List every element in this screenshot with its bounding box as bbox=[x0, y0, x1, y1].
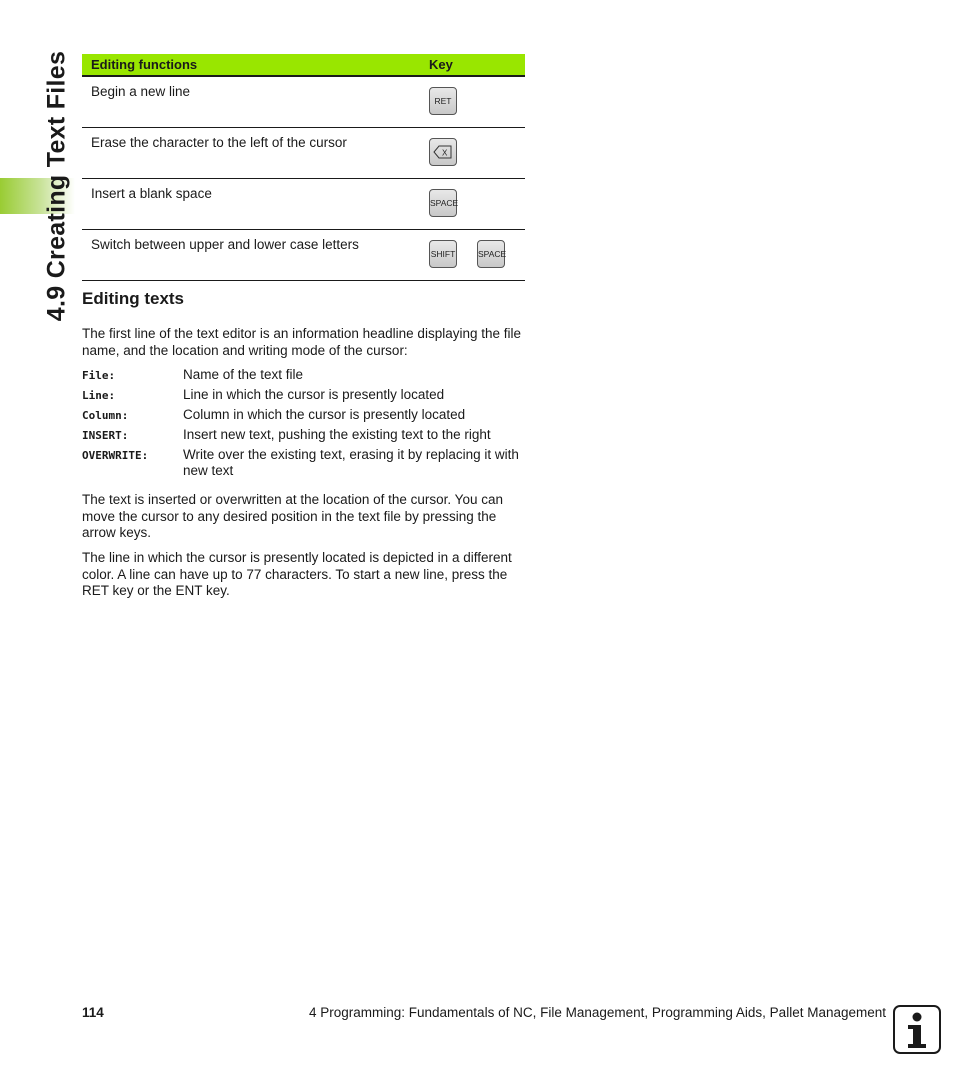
space-key: SPACE bbox=[477, 240, 505, 268]
table-row bbox=[82, 179, 525, 230]
definition-term: Line: bbox=[82, 389, 116, 402]
function-label: Switch between upper and lower case letters bbox=[82, 230, 421, 281]
table-row bbox=[82, 128, 525, 179]
list-item bbox=[82, 427, 527, 444]
table-row bbox=[82, 230, 525, 281]
header-editing-functions: Editing functions bbox=[82, 54, 421, 76]
svg-text:X: X bbox=[442, 148, 448, 158]
space-key: SPACE bbox=[429, 189, 457, 217]
section-side-title: 4.9 Creating Text Files bbox=[42, 50, 71, 322]
shift-key: SHIFT bbox=[429, 240, 457, 268]
definition-term: INSERT: bbox=[82, 429, 129, 442]
list-item bbox=[82, 447, 527, 479]
page-number: 114 bbox=[82, 1005, 104, 1020]
definition-term: OVERWRITE: bbox=[82, 449, 149, 462]
definition-term: Column: bbox=[82, 409, 129, 422]
ret-key: RET bbox=[429, 87, 457, 115]
definition-desc: Line in which the cursor is presently located bbox=[183, 387, 445, 402]
intro-paragraph: The first line of the text editor is an information headline displaying the file name, and the location and writing mode of the cursor: bbox=[82, 326, 521, 358]
definition-desc: Insert new text, pushing the existing text to the right bbox=[183, 427, 491, 442]
body-paragraph: The line in which the cursor is presently located is depicted in a different color. A line can have up to 77 characters. To start a new line, press the RET key or the ENT key. bbox=[82, 550, 512, 598]
function-label: Insert a blank space bbox=[82, 179, 421, 230]
editing-functions-table bbox=[82, 54, 525, 281]
chapter-footer: 4 Programming: Fundamentals of NC, File Management, Programming Aids, Pallet Management bbox=[308, 1005, 886, 1020]
info-icon bbox=[893, 1005, 941, 1054]
section-heading: Editing texts bbox=[82, 289, 185, 308]
definition-list bbox=[82, 367, 527, 482]
list-item bbox=[82, 407, 527, 424]
definition-term: File: bbox=[82, 369, 116, 382]
definition-desc: Write over the existing text, erasing it by replacing it with new text bbox=[183, 447, 519, 478]
backspace-key-icon bbox=[429, 138, 457, 166]
list-item bbox=[82, 367, 527, 384]
definition-desc: Column in which the cursor is presently located bbox=[183, 407, 466, 422]
list-item bbox=[82, 387, 527, 404]
definition-desc: Name of the text file bbox=[183, 367, 304, 382]
header-key: Key bbox=[421, 54, 525, 76]
function-label: Erase the character to the left of the cursor bbox=[82, 128, 421, 179]
table-row bbox=[82, 76, 525, 128]
body-paragraph: The text is inserted or overwritten at the location of the cursor. You can move the cursor to any desired position in the text file by pressing the arrow keys. bbox=[82, 492, 503, 540]
function-label: Begin a new line bbox=[82, 76, 421, 128]
